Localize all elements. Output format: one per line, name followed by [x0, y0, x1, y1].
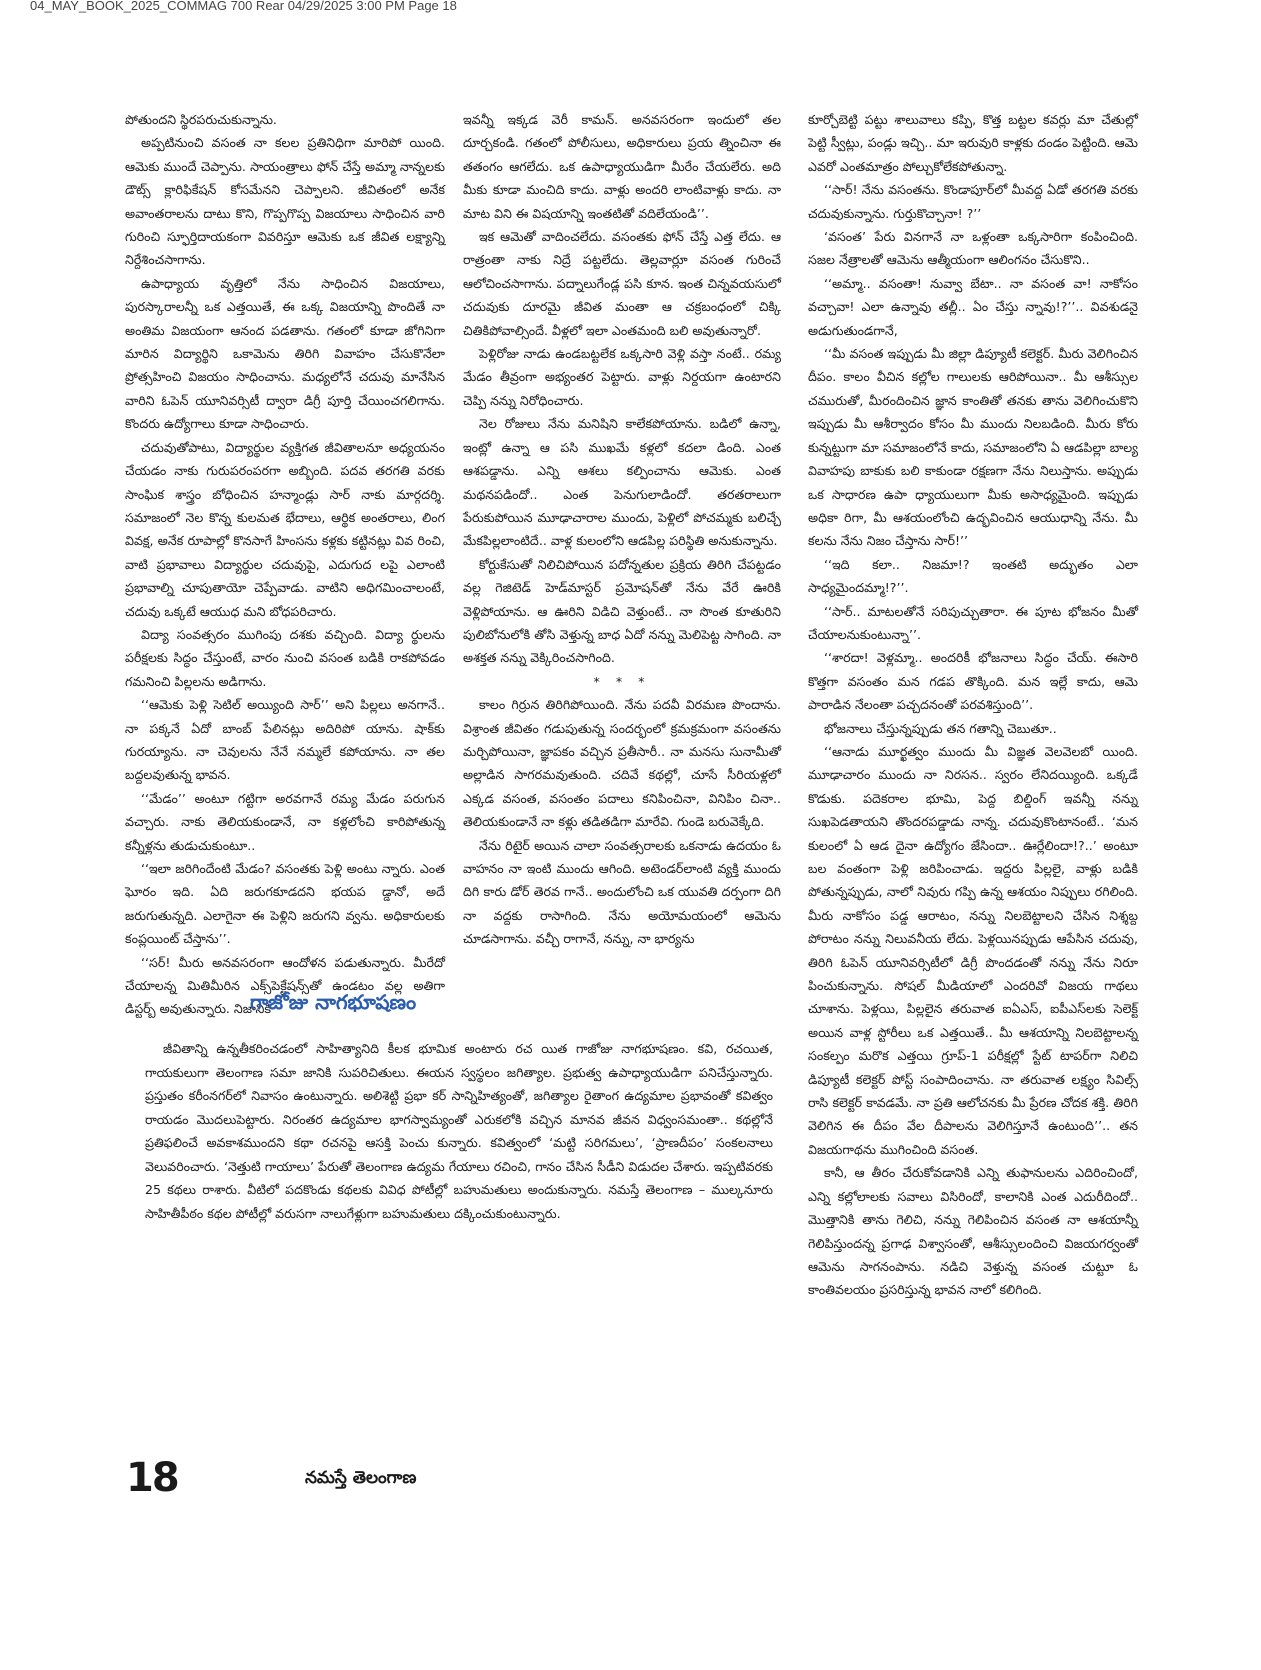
- story-paragraph: అప్పటినుంచి వసంత నా కలల ప్రతినిధిగా మారిపో యింది. ఆమెకు ముందే చెప్పాను. సాయంత్రాలు ఫోన్ చేస్తే అమ్మా నాన్నలకు డౌట్స్ క్లారిఫికేషన్ కోసమేనని చెప్పాలని. జీవితంలో అనేక అవాంతరాలను దాటు కొని, గొప్పగొప్ప విజయాలు సాధించిన వారి గురించి స్ఫూర్తిదాయకంగా వివరిస్తూ ఆమెకు ఒక జీవిత లక్ష్యాన్ని నిర్దేశించసాగాను.: [125, 135, 445, 268]
- story-paragraph: కానీ, ఆ తీరం చేరుకోవడానికి ఎన్ని తుఫానులను ఎదిరించిందో, ఎన్ని కల్లోలాలకు సవాలు విసిరిందో, కాలానికి ఎంత ఎదురీదిందో.. మొత్తానికి తాను గెలిచి, నన్ను గెలిపించిన వసంత నా ఆశయాన్నీ గెలిపిస్తుందన్న ప్రగాఢ విశ్వాసంతో, ఆశీస్సులందించి విజయగర్వంతో ఆమెను సాగనంపాను. నడిచి వెళ్తున్న వసంత చుట్టూ ఓ కాంతివలయం ప్రసరిస్తున్న భావన నాలో కలిగింది.: [808, 1165, 1138, 1298]
- author-name-heading: గాజోజు నాగభూషణం: [250, 990, 417, 1014]
- story-column-2: [463, 108, 781, 963]
- story-paragraph: ‘‘మీ వసంత ఇప్పుడు మీ జిల్లా డిప్యూటీ కలెక్టర్. మీరు వెలిగించిన దీపం. కాలం వీచిన కల్లోల గాలులకు ఆరిపోయినా.. మీ ఆశీస్సుల చమురుతో, మీరందించిన జ్ఞాన కాంతితో తనకు తాను వెలిగించుకొని ఇప్పుడు మీ ఆశీర్వాదం కోసం మీ ముందు నిలబడింది. మీరు కోరు కున్నట్టుగా మా సమాజంలోనే కాదు, సమాజంలోని ఏ ఆడపిల్లా బాల్య వివాహపు బాకుకు బలి కాకుండా రక్షణగా నేను నిలుస్తాను. అప్పుడు ఒక సాధారణ ఉపా ధ్యాయులుగా మీకు అసాధ్యమైంది. ఇప్పుడు అధికా రిగా, మీ ఆశయంలోంచి ఉద్భవించిన ఆయుధాన్ని నేను. మీ కలను నేను నిజం చేస్తాను సార్!’’: [808, 346, 1138, 549]
- story-paragraph: ‘‘ఆనాడు మూర్ఖత్వం ముందు మీ విజ్ఞత వెలవెలబో యింది. మూఢాచారం ముందు నా నిరసన.. స్వరం లేనిదయ్యింది. ఒక్కడే కొడుకు. పదెకరాల భూమి, పెద్ద బిల్డింగ్ ఇవన్నీ నన్ను సుఖపెడతాయని తొందరపడ్డాడు నాన్న. చదువుకొంటానంటే.. ‘మన కులంలో ఏ ఆడ దైనా ఉద్యోగం జేసిందా.. ఊర్లేలిందా!?..’ అంటూ బల వంతంగా పెళ్లి జరిపించాడు. ఇద్దరు పిల్లలై, వాళ్లు బడికి పోతున్నప్పుడు, నాలో నివురు గప్పి ఉన్న ఆశయం నిప్పులు రగిలింది. మీరు నాకోసం పడ్డ ఆరాటం, నన్ను నిలబెట్టాలని చేసిన నిశ్శబ్ద పోరాటం నన్ను నిలువనీయ లేదు. పెళ్లయినప్పుడు ఆపేసిన చదువు, తిరిగి ఓపెన్ యూనివర్సిటీలో డిగ్రీ పొందడంతో నన్ను నేను నిరూ పించుకున్నాను. సోషల్ మీడియాలో ఎందరివో విజయ గాథలు చూశాను. పెళ్లయి, పిల్లలైన తరువాత ఐఏఎస్, ఐపీఎస్‌లకు సెలెక్ట్ అయిన వాళ్ల స్టోరీలు ఒక ఎత్తయితే.. మీ ఆశయాన్ని నిలబెట్టాలన్న సంకల్పం మరొక ఎత్తయి గ్రూప్-1 పరీక్షల్లో స్టేట్ టాపర్‌గా నిలిచి డిప్యూటీ కలెక్టర్ పోస్ట్ సంపాదించాను. నా తరువాత లక్ష్యం సివిల్స్ రాసి కలెక్టర్ కావడమే. నా ప్రతి ఆలోచనకు మీ ప్రేరణ చోదక శక్తి. తిరిగి వెలిగిన ఈ దీపం వేల దీపాలను వెలిగిస్తూనే ఉంటుంది’’.. తన విజయగాథను ముగించింది వసంత.: [808, 743, 1138, 1157]
- story-paragraph: ‘‘అమ్మా.. వసంతా! నువ్వా బేటా.. నా వసంత వా! నాకోసం వచ్చావా! ఎలా ఉన్నావు తల్లీ.. ఏం చేస్తు న్నావు!?’’.. వివశుడనై అడుగుతుండగానే,: [808, 275, 1138, 338]
- author-bio: [145, 1037, 773, 1387]
- story-paragraph: ఉపాధ్యాయ వృత్తిలో నేను సాధించిన విజయాలు, పురస్కారాలన్నీ ఒక ఎత్తయితే, ఈ ఒక్క విజయాన్ని పొందితే నా అంతిమ విజయంగా ఆనంద పడతాను. గతంలో కూడా జోగినిగా మారిన విద్యార్థిని ఒకామెను తిరిగి వివాహం చేసుకొనేలా ప్రోత్సహించి విజయం సాధించాను. మధ్యలోనే చదువు మానేసిన వారిని ఓపెన్ యూనివర్సిటీ ద్వారా డిగ్రీ పూర్తి చేయించగలిగాను. కొందరు ఉద్యోగాలు కూడా సాధించారు.: [125, 275, 445, 432]
- story-paragraph: ‘‘ఆమెకు పెళ్లి సెటిల్ అయ్యింది సార్’’ అని పిల్లలు అనగానే.. నా పక్కనే ఏదో బాంబ్ పేలినట్లు అదిరిపో యాను. షాక్‌కు గురయ్యాను. నా చెవులను నేనే నమ్మలే కపోయాను. నా తల బద్దలవుతున్న భావన.: [125, 697, 445, 783]
- story-paragraph: కోర్టుకేసుతో నిలిచిపోయిన పదోన్నతుల ప్రక్రియ తిరిగి చేపట్టడం వల్ల గెజిటెడ్ హెడ్‌మాస్టర్ ప్రమోషన్‌తో నేను వేరే ఊరికి వెళ్లిపోయాను. ఆ ఊరిని విడిచి వెళ్తుంటే.. నా సొంత కూతురిని పులిబోనులోకి తోసి వెళ్తున్న బాధ ఏదో నన్ను మెలిపెట్ట సాగింది. నా అశక్తత నన్ను వెక్కిరించసాగింది.: [463, 556, 781, 666]
- story-paragraph: కూర్చోబెట్టి పట్టు శాలువాలు కప్పి, కొత్త బట్టల కవర్లు మా చేతుల్లో పెట్టి స్వీట్లు, పండ్లు ఇచ్చి.. మా ఇరువురి కాళ్లకు దండం పెట్టింది. ఆమె ఎవరో ఎంతమాత్రం పోల్చుకోలేకపోతున్నా.: [808, 112, 1138, 174]
- story-paragraph: పోతుందని స్థిరపరుచుకున్నాను.: [125, 112, 277, 127]
- page-number: 18: [126, 1455, 178, 1501]
- story-paragraph: చదువుతోపాటు, విద్యార్థుల వ్యక్తిగత జీవితాలనూ అధ్యయనం చేయడం నాకు గురుపరంపరగా అబ్బింది. పదవ తరగతి వరకు సాంఘిక శాస్త్రం బోధించిన హన్మాండ్లు సార్ నాకు మార్గదర్శి. సమాజంలో నెల కొన్న కులమత భేదాలు, ఆర్థిక అంతరాలు, లింగ వివక్ష, అనేక రూపాల్లో కొనసాగే హింసను కళ్లకు కట్టినట్లు వివ రించి, వాటి ప్రభావాలు విద్యార్థుల చదువుపై, ఎదుగుద లపై ఎలాంటి ప్రభావాల్ని చూపుతాయో చెప్పేవాడు. వాటిని అధిగమించాలంటే, చదువు ఒక్కటే ఆయుధ మని బోధపరిచారు.: [125, 439, 445, 619]
- story-paragraph: విద్యా సంవత్సరం ముగింపు దశకు వచ్చింది. విద్యా ర్థులను పరీక్షలకు సిద్ధం చేస్తుంటే, వారం నుంచి వసంత బడికి రాకపోవడం గమనించి పిల్లలను అడిగాను.: [125, 626, 445, 689]
- story-paragraph: ఇక ఆమెతో వాదించలేదు. వసంతకు ఫోన్ చేస్తే ఎత్త లేదు. ఆ రాత్రంతా నాకు నిద్రే పట్టలేదు. తెల్లవార్లూ వసంత గురించే ఆలోచించసాగాను. పద్నాలుగేండ్ల పసి కూన. ఇంత చిన్నవయసులో చదువుకు దూరమై జీవిత మంతా ఆ చక్రబంధంలో చిక్కి చితికిపోవాల్సిందే. వీళ్లలో ఇలా ఎంతమంది బలి అవుతున్నారో.: [463, 229, 781, 338]
- story-paragraph: పెళ్లిరోజు నాడు ఉండబట్టలేక ఒక్కసారి వెళ్లి వస్తా నంటే.. రమ్య మేడం తీవ్రంగా అభ్యంతర పెట్టారు. వాళ్లు నిర్దయగా ఉంటారని చెప్పి నన్ను నిరోధించారు.: [463, 346, 781, 408]
- story-paragraph: భోజనాలు చేస్తున్నప్పుడు తన గతాన్ని చెబుతూ..: [824, 720, 1057, 736]
- story-paragraph: ‘‘శారదా! వెళ్లమ్మా.. అందరికీ భోజనాలు సిద్ధం చేయ్. ఈసారి కొత్తగా వసంతం మన గడప తొక్కింది. మన ఇల్లే కాదు, ఆమె పారాడిన నేలంతా పచ్చదనంతో పరవశిస్తుంది’’.: [808, 650, 1138, 713]
- print-header-line: 04_MAY_BOOK_2025_COMMAG 700 Rear 04/29/2025 3:00 PM Page 18: [30, 0, 457, 13]
- story-paragraph: ‘వసంత’ పేరు వినగానే నా ఒళ్లంతా ఒక్కసారిగా కంపించింది. సజల నేత్రాలతో ఆమెను ఆత్మీయంగా ఆలింగనం చేసుకొని..: [808, 229, 1138, 268]
- story-paragraph: ‘‘సార్! నేను వసంతను. కొండాపూర్‌లో మీవద్ద ఏడో తరగతి వరకు చదువుకున్నాను. గుర్తుకొచ్చానా! ?’’: [808, 182, 1138, 221]
- story-paragraph: ‘‘మేడం’’ అంటూ గట్టిగా అరవగానే రమ్య మేడం పరుగున వచ్చారు. నాకు తెలియకుండానే, నా కళ్లలోంచి కారిపోతున్న కన్నీళ్లను తుడుచుకుంటూ..: [125, 790, 445, 853]
- author-bio-text: జీవితాన్ని ఉన్నతీకరించడంలో సాహిత్యానిది కీలక భూమిక అంటారు రచ యిత గాజోజు నాగభూషణం. కవి, రచయిత, గాయకులుగా తెలంగాణ సమా జానికి సుపరిచితులు. ఈయన స్వస్థలం జగిత్యాల. ప్రభుత్వ ఉపాధ్యాయుడిగా పనిచేస్తున్నారు. ప్రస్తుతం కరీంనగర్‌లో నివాసం ఉంటున్నారు. అలిశెట్టి ప్రభా కర్ సాన్నిహిత్యంతో, జగిత్యాల రైతాంగ ఉద్యమాల ప్రభావంతో కవిత్వం రాయడం మొదలుపెట్టారు. నిరంతర ఉద్యమాల భాగస్వామ్యంతో ఎరుకలోకి వచ్చిన మానవ జీవన విధ్వంసమంతా.. కథల్లోనే ప్రతిఫలించే అవకాశముందని కథా రచనపై ఆసక్తి పెంచు కున్నారు. కవిత్వంలో ‘మట్టి సరిగమలు’, ‘ప్రాణదీపం’ సంకలనాలు వెలువరించారు. ‘నెత్తుటి గాయాలు’ పేరుతో తెలంగాణ ఉద్యమ గేయాలు రచించి, గానం చేసిన సీడీని విడుదల చేశారు. ఇప్పటివరకు 25 కథలు రాశారు. వీటిలో పదకొండు కథలకు వివిధ పోటీల్లో బహుమతులు అందుకున్నారు. నమస్తే తెలంగాణ – ముల్కనూరు సాహితీపీఠం కథల పోటీల్లో వరుసగా నాలుగేళ్లుగా బహుమతులు దక్కించుకుంటున్నారు.: [145, 1041, 773, 1221]
- story-paragraph: ‘‘సార్.. మాటలతోనే సరిపుచ్చుతారా. ఈ పూట భోజనం మీతో చేయాలనుకుంటున్నా’’.: [808, 603, 1138, 642]
- publication-name: నమస్తే తెలంగాణ: [305, 1468, 417, 1488]
- story-paragraph: ‘‘ఇది కలా.. నిజమా!? ఇంతటి అద్భుతం ఎలా సాధ్యమైందమ్మా!?’’.: [808, 556, 1138, 596]
- story-paragraph: ఇవన్నీ ఇక్కడ వెరీ కామన్. అనవసరంగా ఇందులో తల దూర్చకండి. గతంలో పోలీసులు, అధికారులు ప్రయ త్నించినా ఈ తతంగం ఆగలేదు. ఒక ఉపాధ్యాయుడిగా మీరేం చేయలేరు. అది మీకు కూడా మంచిది కాదు. వాళ్లు అందరి లాంటివాళ్లు కాదు. నా మాట విని ఈ విషయాన్ని ఇంతటితో వదిలేయండి’’.: [463, 112, 781, 221]
- story-paragraph: నేను రిటైర్ అయిన చాలా సంవత్సరాలకు ఒకనాడు ఉదయం ఓ వాహనం నా ఇంటి ముందు ఆగింది. అటెండర్‌లాంటి వ్యక్తి ముందు దిగి కారు డోర్ తెరవ గానే.. అందులోంచి ఒక యువతి దర్పంగా దిగి నా వద్దకు రాసాగింది. నేను అయోమయంలో ఆమెను చూడసాగాను. వచ్చీ రాగానే, నన్ను, నా భార్యను: [463, 837, 781, 947]
- story-paragraph: కాలం గిర్రున తిరిగిపోయింది. నేను పదవీ విరమణ పొందాను. విశ్రాంత జీవితం గడుపుతున్న సందర్భంలో క్రమక్రమంగా వసంతను మర్చిపోయినా, జ్ఞాపకం వచ్చిన ప్రతీసారీ.. నా మనసు సునామీతో అల్లాడిన సాగరమవుతుంది. చదివే కథల్లో, చూసే సీరియళ్లలో ఎక్కడ వసంత, వసంతం పదాలు కనిపించినా, వినిపిం చినా.. తెలియకుండానే నా కళ్లు తడితడిగా మారేవి. గుండె బరువెక్కేది.: [463, 697, 781, 830]
- section-separator: * * *: [593, 673, 651, 689]
- story-paragraph: ‘‘సర్! మీరు అనవసరంగా ఆందోళన పడుతున్నారు. మీరేదో చేయాలన్న మితిమీరిన ఎక్స్‌పెక్టేషన్స్‌తో ఉండటం వల్ల అతిగా డిస్టర్బ్ అవుతున్నారు. నిజానికి: [125, 954, 445, 1017]
- story-paragraph: ‘‘ఇలా జరిగిందేంటి మేడం? వసంతకు పెళ్లి అంటు న్నారు. ఎంత ఘోరం ఇది. ఏది జరుగకూడదని భయప డ్డానో, అదే జరుగుతున్నది. ఎలాగైనా ఈ పెళ్లిని జరుగని వ్వను. అధికారులకు కంప్లయింట్ చేస్తాను’’.: [125, 861, 445, 947]
- story-paragraph: నెల రోజులు నేను మనిషిని కాలేకపోయాను. బడిలో ఉన్నా, ఇంట్లో ఉన్నా ఆ పసి ముఖమే కళ్లలో కదలా డింది. ఎంత ఆశపడ్డాను. ఎన్ని ఆశలు కల్పించాను ఆమెకు. ఎంత మథనపడిందో.. ఎంత పెనుగులాడిందో. తరతరాలుగా పేరుకుపోయిన మూఢాచారాల ముందు, పెళ్లిలో పోచమ్మకు బలిచ్చే మేకపిల్లలాంటిదే.. వాళ్ల కులంలోని ఆడపిల్ల పరిస్థితి అనుకున్నాను.: [463, 416, 781, 549]
- story-column-3: [808, 108, 1138, 1548]
